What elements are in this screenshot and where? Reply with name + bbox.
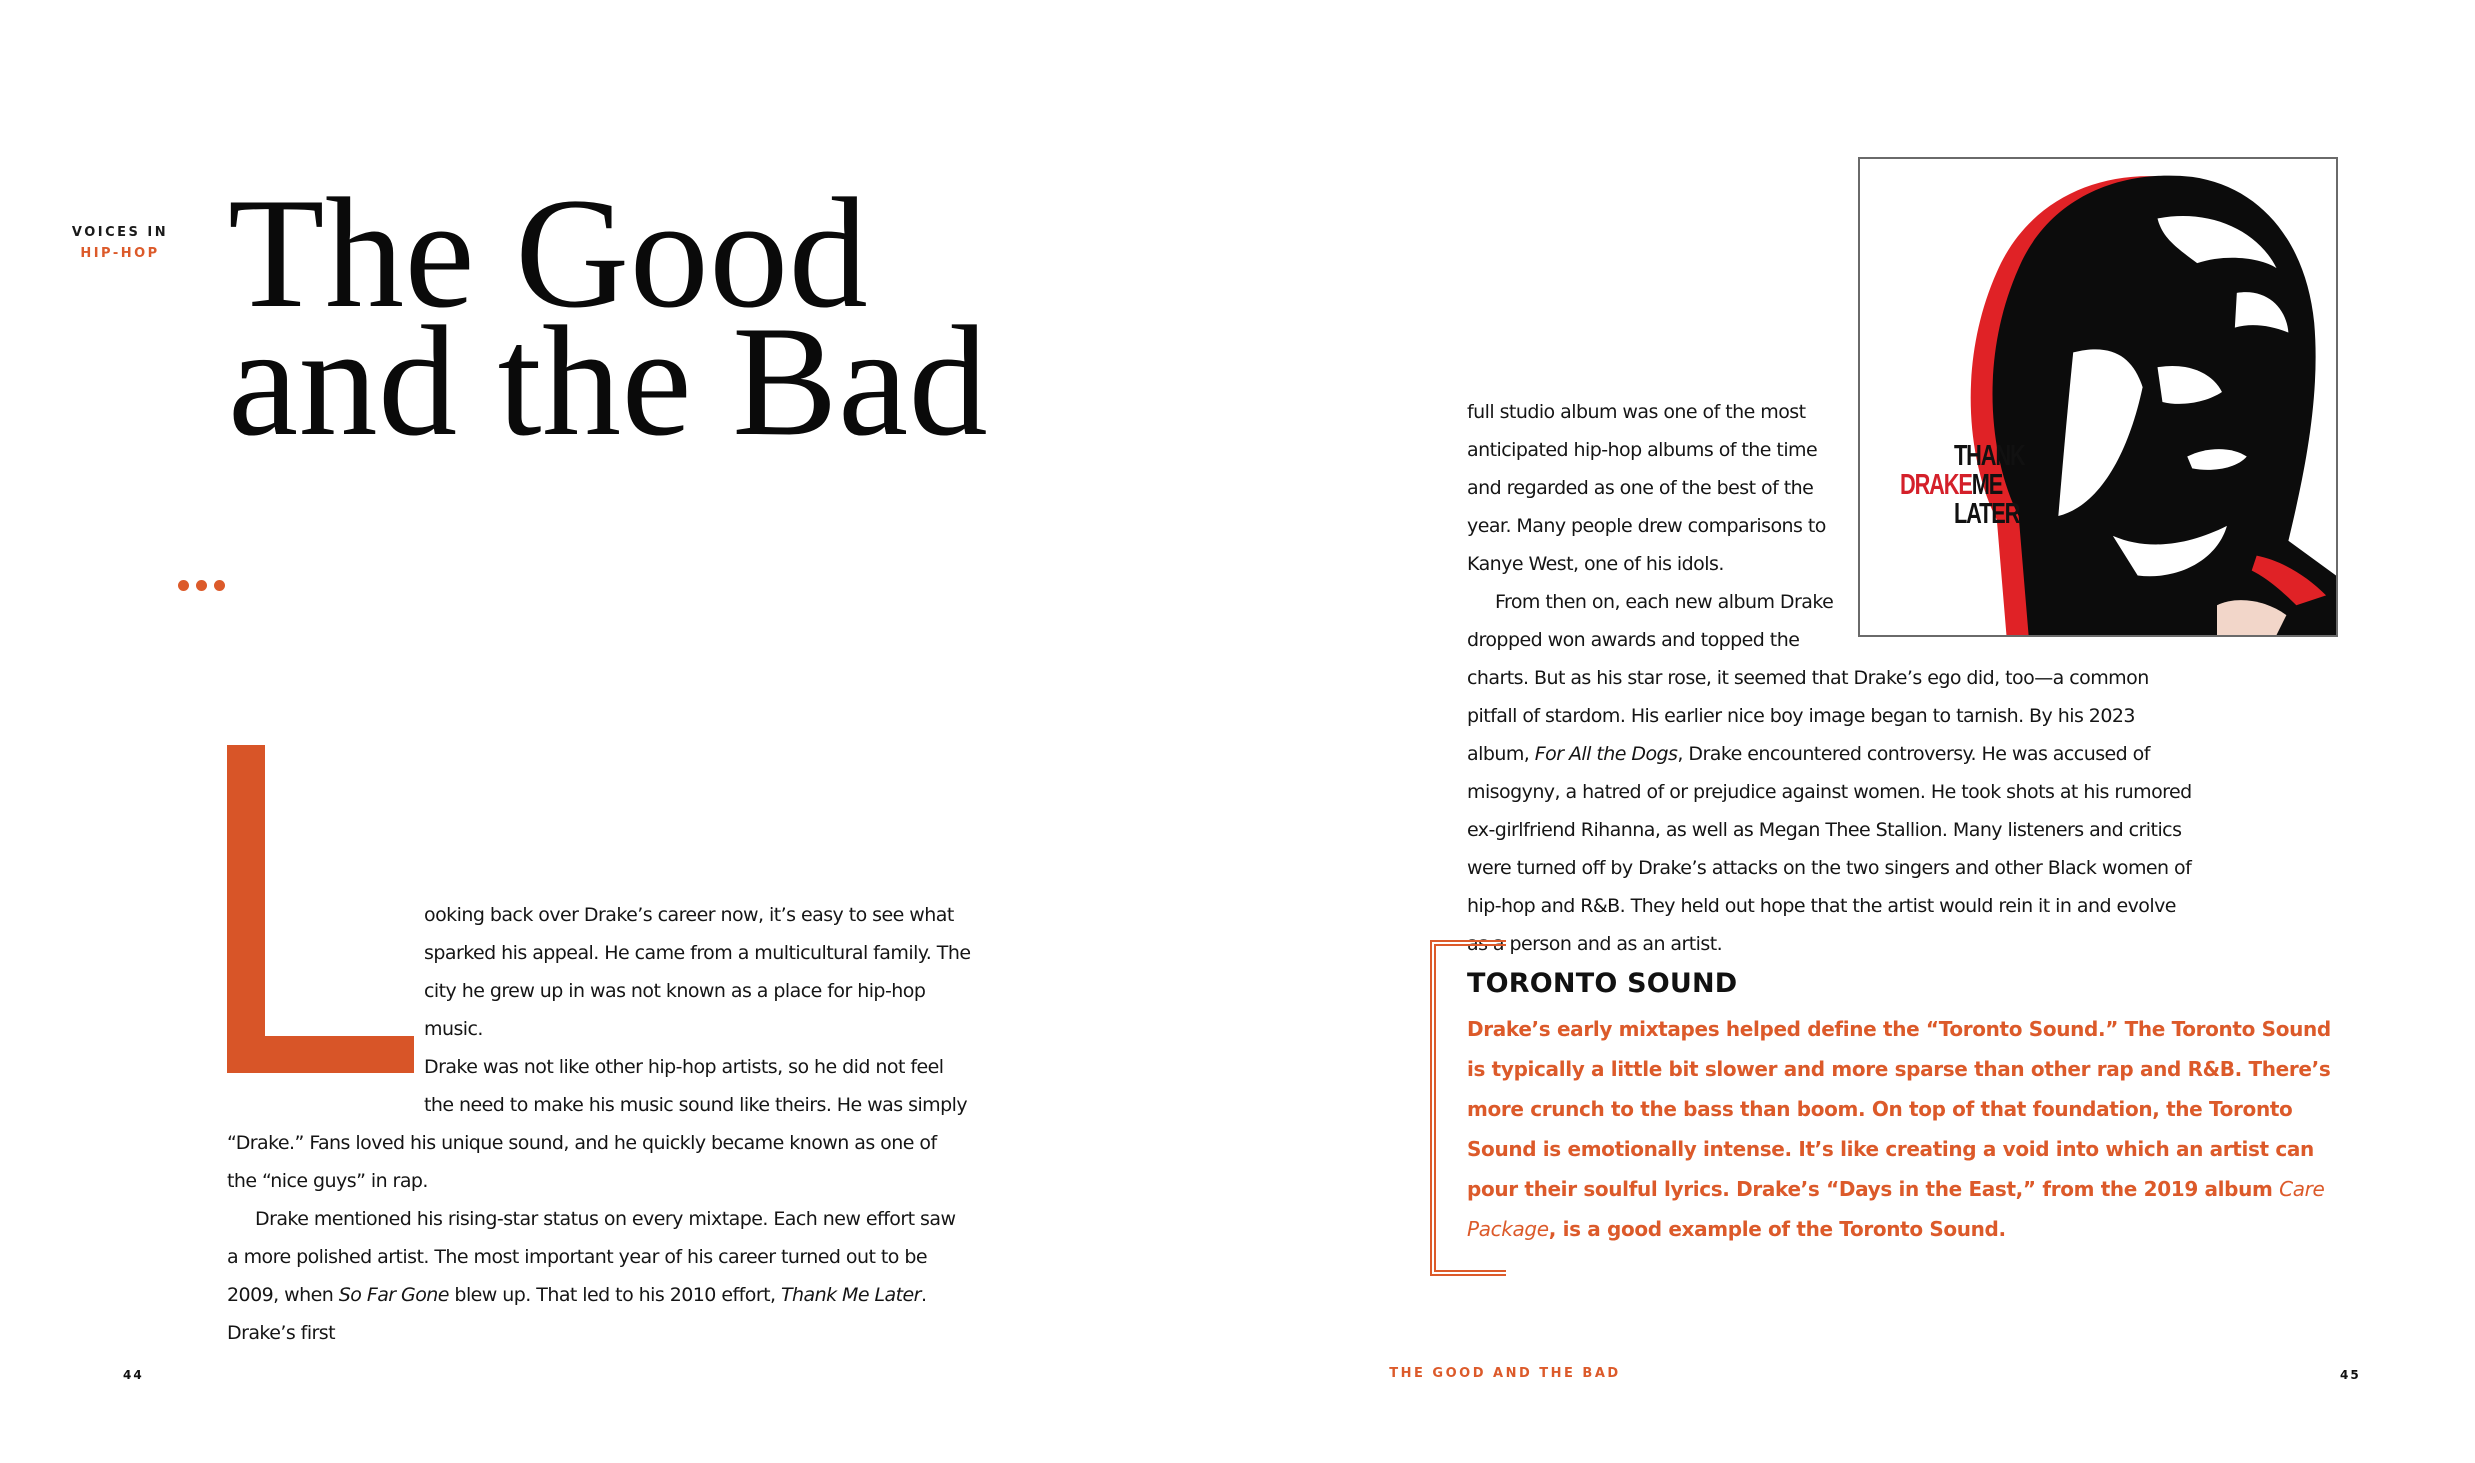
- right-column-text: [1467, 393, 2227, 963]
- text-run: blew up. That led to his 2010 effort,: [448, 1284, 781, 1306]
- text-line: From then on, each new album Drake: [1495, 591, 1834, 613]
- sidebar-title: TORONTO SOUND: [1467, 968, 1738, 999]
- text-line: full studio album was one of the most: [1467, 401, 1806, 423]
- text-line: Kanye West, one of his idols.: [1467, 553, 1724, 575]
- page-number-right: 45: [2340, 1368, 2361, 1382]
- left-column-text: [227, 896, 987, 1352]
- page-number-left: 44: [123, 1368, 144, 1382]
- chapter-title-line2: and the Bad: [228, 294, 989, 469]
- text-line: sparked his appeal. He came from a multicultural family. The: [424, 942, 971, 964]
- album-cover-word: THANK: [1954, 440, 2025, 472]
- chapter-title-line1: The Good: [228, 166, 869, 341]
- text-block: [1467, 659, 2197, 963]
- paragraph: [1467, 583, 2227, 963]
- album-cover-word: ME: [1971, 469, 2003, 501]
- series-label-line1: VOICES IN: [71, 225, 169, 240]
- text-line: anticipated hip-hop albums of the time: [1467, 439, 1818, 461]
- text-line: city he grew up in was not known as a place for hip-hop music.: [424, 980, 926, 1040]
- text-run: , is a good example of the Toronto Sound.: [1548, 1217, 2006, 1241]
- ornament-dot: [196, 580, 207, 591]
- album-title: Thank Me Later: [780, 1284, 921, 1306]
- text-line: ooking back over Drake’s career now, it’s easy to see what: [424, 904, 954, 926]
- text-line: dropped won awards and topped the: [1467, 629, 1800, 651]
- paragraph: [1467, 393, 2227, 583]
- text-line: and regarded as one of the best of the: [1467, 477, 1814, 499]
- text-line: “Drake.” Fans loved his unique sound, and he quickly became known as one of the “nice guys” in rap.: [227, 1132, 937, 1192]
- text-run: charts. But as his star rose, it seemed that Drake’s ego did, too—a common pitfall of stardom. His earlier nice boy image began to tarnish. By his 2023 album,: [1467, 667, 2149, 765]
- ornament-dot: [214, 580, 225, 591]
- text-run: Drake mentioned his rising-star status on every mixtape. Each new effort saw a more polished artist. The most important year of his career turned out to be 2009, when: [227, 1208, 956, 1306]
- chapter-title: [228, 166, 1128, 469]
- paragraph: [227, 896, 987, 1200]
- album-title: For All the Dogs: [1534, 743, 1678, 765]
- album-title: So Far Gone: [338, 1284, 449, 1306]
- series-label: [60, 222, 180, 264]
- ornament-dot: [178, 580, 189, 591]
- running-head: THE GOOD AND THE BAD: [1389, 1366, 1621, 1381]
- album-cover-artist: DRAKE: [1900, 469, 1972, 501]
- text-run: . Drake’s first: [227, 1284, 927, 1344]
- series-label-line2: HIP-HOP: [80, 246, 160, 261]
- album-title: Care Package: [1467, 1177, 2325, 1241]
- text-line: year. Many people drew comparisons to: [1467, 515, 1826, 537]
- album-cover-word: LATER: [1954, 498, 2020, 530]
- paragraph: [227, 1200, 957, 1352]
- text-line: Drake was not like other hip-hop artists, so he did not feel: [424, 1056, 944, 1078]
- text-run: , Drake encountered controversy. He was accused of misogyny, a hatred of or prejudice against women. He took shots at his rumored ex-girlfriend Rihanna, as well as Megan Thee Stallion. Many listeners and critics were turned off by Drake’s attacks on the two singers and other Black women of hip-hop and R&B. They held out hope that the artist would rein it in and evolve as a person and as an artist.: [1467, 743, 2192, 955]
- ornament-dots: [178, 580, 225, 591]
- sidebar-text: [1467, 1009, 2347, 1249]
- text-run: Drake’s early mixtapes helped define the “Toronto Sound.” The Toronto Sound is typically a little bit slower and more sparse than other rap and R&B. There’s more crunch to the bass than boom. On top of that foundation, the Toronto Sound is emotionally intense. It’s like creating a void into which an artist can pour their soulful lyrics. Drake’s “Days in the East,” from the 2019 album: [1467, 1017, 2331, 1201]
- text-line: the need to make his music sound like theirs. He was simply: [424, 1094, 968, 1116]
